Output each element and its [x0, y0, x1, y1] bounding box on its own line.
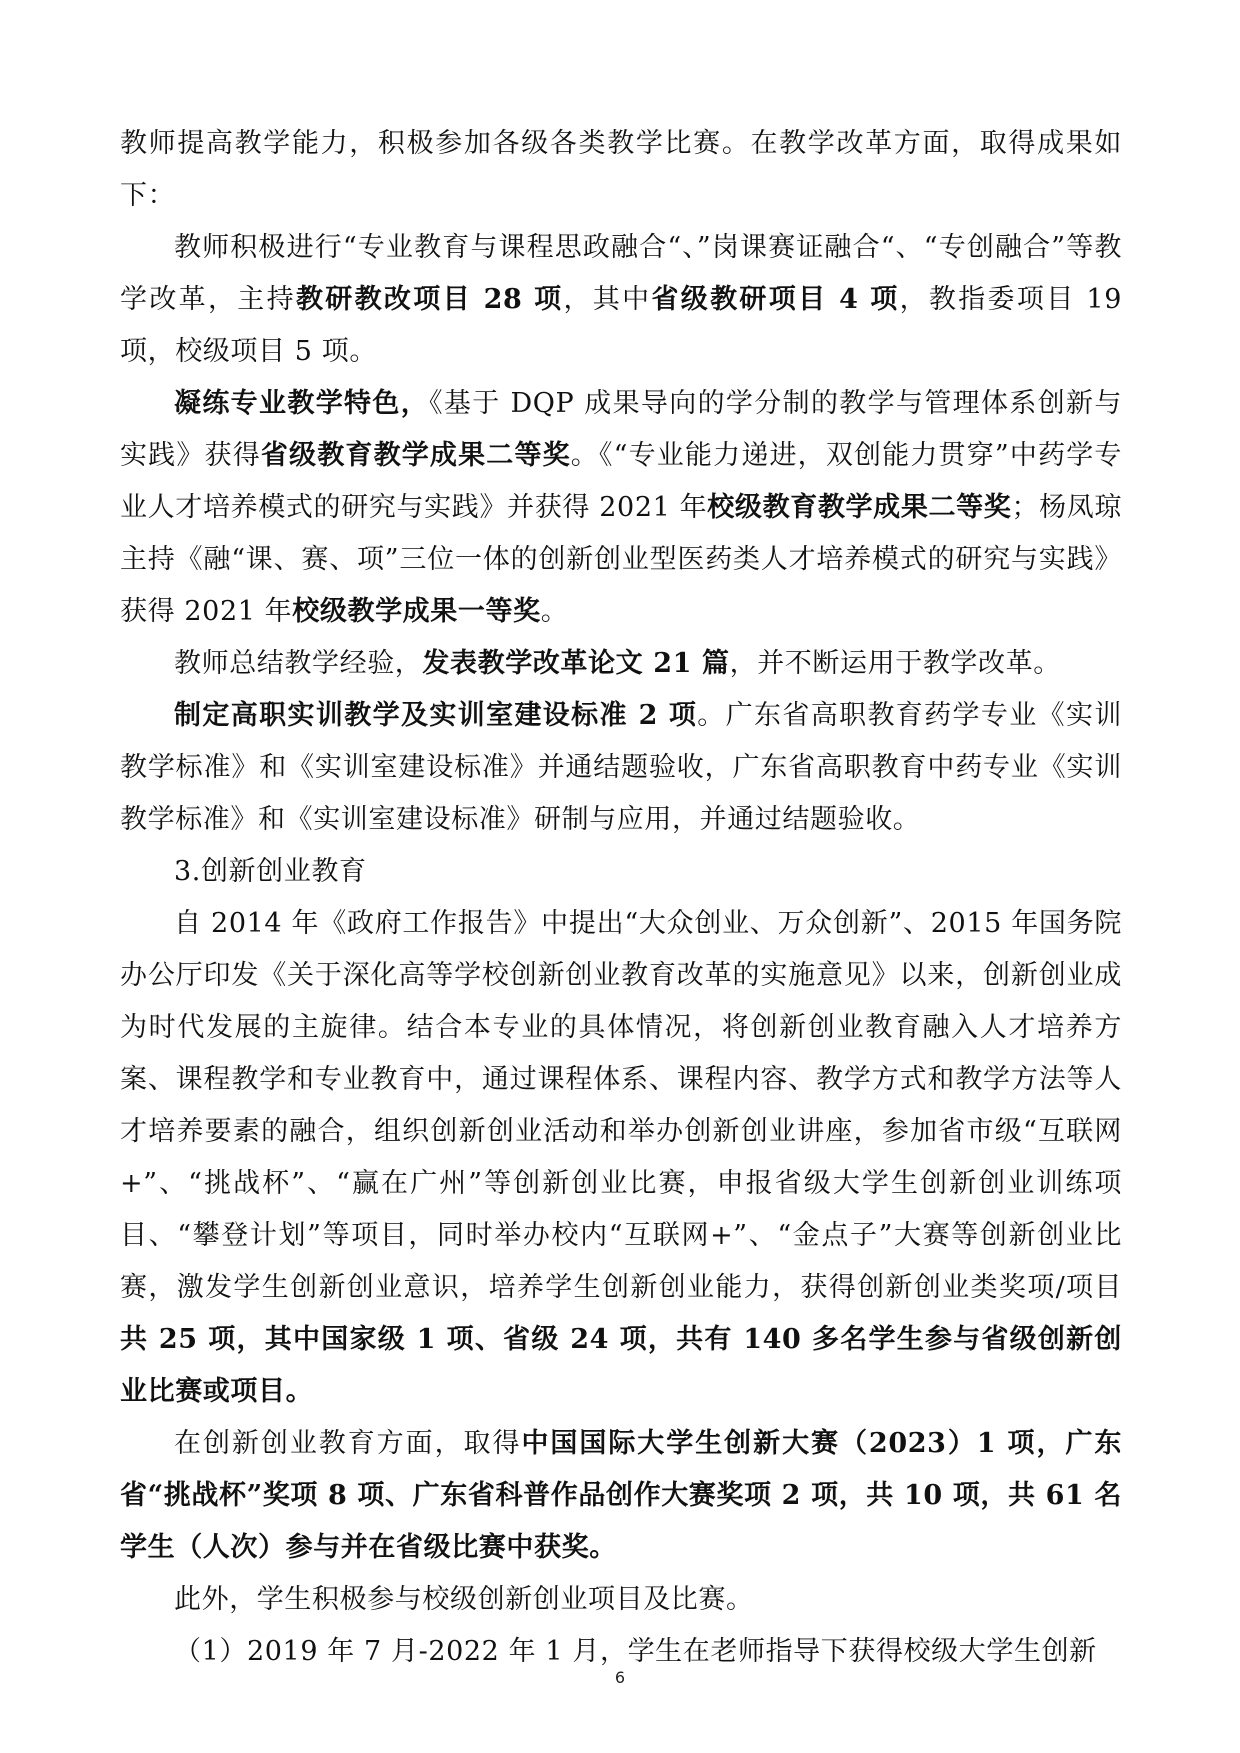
paragraph-text: ；杨凤琼主持《融“课、赛、项”三位一体的创新创业型医药类人才培养模式的研究与实践》获得 2021 年	[120, 492, 1122, 627]
section-heading	[120, 846, 1122, 898]
paragraph-text: 。《“专业能力递进，双创能力贯穿”中药学专业人才培养模式的研究与实践》并获得 2021 年	[120, 440, 1122, 523]
document-body	[120, 118, 1122, 1678]
bold-text: 校级教育教学成果二等奖	[707, 492, 1012, 523]
paragraph-school-projects	[120, 1574, 1122, 1626]
paragraph-intro	[120, 118, 1122, 222]
paragraph-teaching-reform	[120, 222, 1122, 378]
paragraph-text: ，并不断运用于教学改革。	[729, 648, 1061, 679]
paragraph-text: 在创新创业教育方面，取得	[174, 1428, 522, 1459]
paragraph-text: 此外，学生积极参与校级创新创业项目及比赛。	[174, 1584, 754, 1615]
paragraph-text: ，其中	[563, 284, 652, 315]
paragraph-training-standards	[120, 690, 1122, 846]
bold-text: 共 25 项，其中国家级 1 项、省级 24 项，共有 140 多名学生参与省级创新创业比赛或项目。	[120, 1324, 1122, 1407]
bold-text: 制定高职实训教学及实训室建设标准 2 项	[174, 700, 698, 731]
paragraph-competition-awards	[120, 1418, 1122, 1574]
paragraph-text: 自 2014 年《政府工作报告》中提出“大众创业、万众创新”、2015 年国务院办公厅印发《关于深化高等学校创新创业教育改革的实施意见》以来，创新创业成为时代发展的主旋律。结合本专业的具体情况，将创新创业教育融入人才培养方案、课程教学和专业教育中，通过课程体系、课程内容、教学方式和教学方法等人才培养要素的融合，组织创新创业活动和举办创新创业讲座，参加省市级“互联网+”、“挑战杯”、“赢在广州”等创新创业比赛，申报省级大学生创新创业训练项目、“攀登计划”等项目，同时举办校内“互联网+”、“金点子”大赛等创新创业比赛，激发学生创新创业意识，培养学生创新创业能力，获得创新创业类奖项/项目	[120, 908, 1122, 1303]
paragraph-text: 教师积极进行“专业教育与课程思政融合“、”岗课赛证融合“、“专创融合”等教学改革，主持	[120, 232, 1122, 315]
page-number: 6	[614, 1668, 626, 1687]
bold-text: 省级教育教学成果二等奖	[260, 440, 571, 471]
paragraph-teaching-features	[120, 378, 1122, 638]
bold-text: 凝练专业教学特色，	[174, 388, 430, 419]
paragraph-papers	[120, 638, 1122, 690]
paragraph-text: 教师总结教学经验，	[174, 648, 423, 679]
bold-text: 校级教学成果一等奖	[292, 596, 541, 627]
paragraph-innovation-education	[120, 898, 1122, 1418]
paragraph-text: 教师提高教学能力，积极参加各级各类教学比赛。在教学改革方面，取得成果如下：	[120, 128, 1122, 211]
paragraph-text: （1）2019 年 7 月-2022 年 1 月，学生在老师指导下获得校级大学生创新	[174, 1636, 1097, 1667]
paragraph-text: 《基于 DQP 成果导向的学分制的教学与管理体系创新与实践》获得	[120, 388, 1122, 471]
bold-text: 教研教改项目 28 项	[295, 284, 564, 315]
bold-text: 发表教学改革论文 21 篇	[422, 648, 730, 679]
bold-text: 中国国际大学生创新大赛（2023）1 项，广东省“挑战杯”奖项 8 项、广东省科普作品创作大赛奖项 2 项，共 10 项，共 61 名学生（人次）参与并在省级比赛中获奖。	[120, 1428, 1122, 1563]
section-heading-text: 3.创新创业教育	[174, 856, 367, 887]
bold-text: 省级教研项目 4 项	[651, 284, 900, 315]
paragraph-text: 。	[540, 596, 569, 627]
paragraph-text: ，教指委项目 19 项，校级项目 5 项。	[120, 284, 1122, 367]
paragraph-text: 。广东省高职教育药学专业《实训教学标准》和《实训室建设标准》并通结题验收，广东省高职教育中药专业《实训教学标准》和《实训室建设标准》研制与应用，并通过结题验收。	[120, 700, 1122, 835]
